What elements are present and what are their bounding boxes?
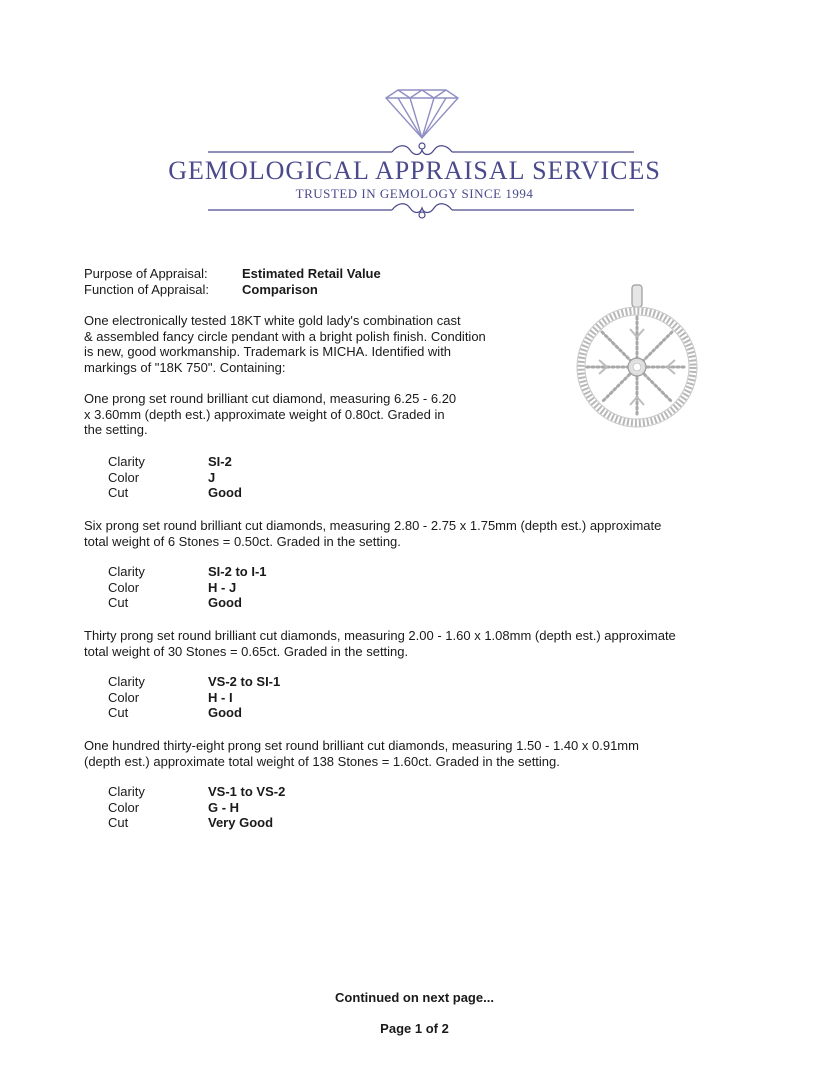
clarity-label: Clarity [108,674,145,689]
company-tagline: TRUSTED IN GEMOLOGY SINCE 1994 [295,186,534,201]
stone-line: the setting. [84,422,148,437]
clarity-label: Clarity [108,454,145,469]
stone-line: (depth est.) approximate total weight of 138 Stones = 1.60ct. Graded in the setting. [84,753,560,769]
description-line: & assembled fancy circle pendant with a bright polish finish. Condition [84,328,486,344]
stone-description [84,391,456,438]
stone-line: total weight of 30 Stones = 0.65ct. Graded in the setting. [84,643,409,659]
color-label: Color [108,799,140,815]
cut-value: Good [208,485,242,500]
description-line: markings of "18K 750". Containing: [84,359,286,375]
company-name: GEMOLOGICAL APPRAISAL SERVICES [168,156,661,185]
description-line: One electronically tested 18KT white gold lady's combination cast [84,313,461,328]
color-value: H - J [208,579,237,595]
description-line: is new, good workmanship. Trademark is MICHA. Identified with [84,344,452,359]
purpose-value: Estimated Retail Value [242,266,381,281]
clarity-value: SI-2 to I-1 [208,564,267,579]
stone-line: total weight of 6 Stones = 0.50ct. Graded in the setting. [84,533,401,549]
color-label: Color [108,579,140,595]
letterhead-logo [0,0,829,240]
page-number: Page 1 of 2 [380,1021,449,1036]
cut-value: Very Good [208,815,274,830]
function-label: Function of Appraisal: [84,282,210,297]
stone-line: x 3.60mm (depth est.) approximate weight of 0.80ct. Graded in [84,406,445,422]
clarity-value: SI-2 [208,454,232,469]
cut-label: Cut [108,485,129,500]
stone-description [84,738,639,769]
color-label: Color [108,469,140,485]
continued-note: Continued on next page... [335,990,494,1005]
clarity-label: Clarity [108,564,145,579]
stone-line: One prong set round brilliant cut diamond, measuring 6.25 - 6.20 [84,391,457,406]
color-value: J [208,469,216,485]
cut-value: Good [208,595,242,610]
clarity-value: VS-1 to VS-2 [208,784,286,799]
stone-line: Thirty prong set round brilliant cut diamonds, measuring 2.00 - 1.60 x 1.08mm (depth est.) approximate [84,628,676,643]
color-value: G - H [208,799,240,815]
item-description [84,313,486,375]
clarity-value: VS-2 to SI-1 [208,674,281,689]
purpose-label: Purpose of Appraisal: [84,266,208,281]
flourish-bottom [208,204,634,218]
stone-description [84,518,661,549]
color-value: H - I [208,689,233,705]
cut-label: Cut [108,595,129,610]
cut-value: Good [208,705,242,720]
cut-label: Cut [108,705,129,720]
cut-label: Cut [108,815,129,830]
clarity-label: Clarity [108,784,145,799]
pendant-image [572,283,702,431]
diamond-icon [386,90,458,138]
stone-line: Six prong set round brilliant cut diamonds, measuring 2.80 - 2.75 x 1.75mm (depth est.) approximate [84,518,662,533]
stone-line: One hundred thirty-eight prong set round brilliant cut diamonds, measuring 1.50 - 1.40 x 0.91mm [84,738,639,753]
stone-description [84,628,676,659]
color-label: Color [108,689,140,705]
function-value: Comparison [242,282,318,297]
flourish-top [208,143,634,155]
